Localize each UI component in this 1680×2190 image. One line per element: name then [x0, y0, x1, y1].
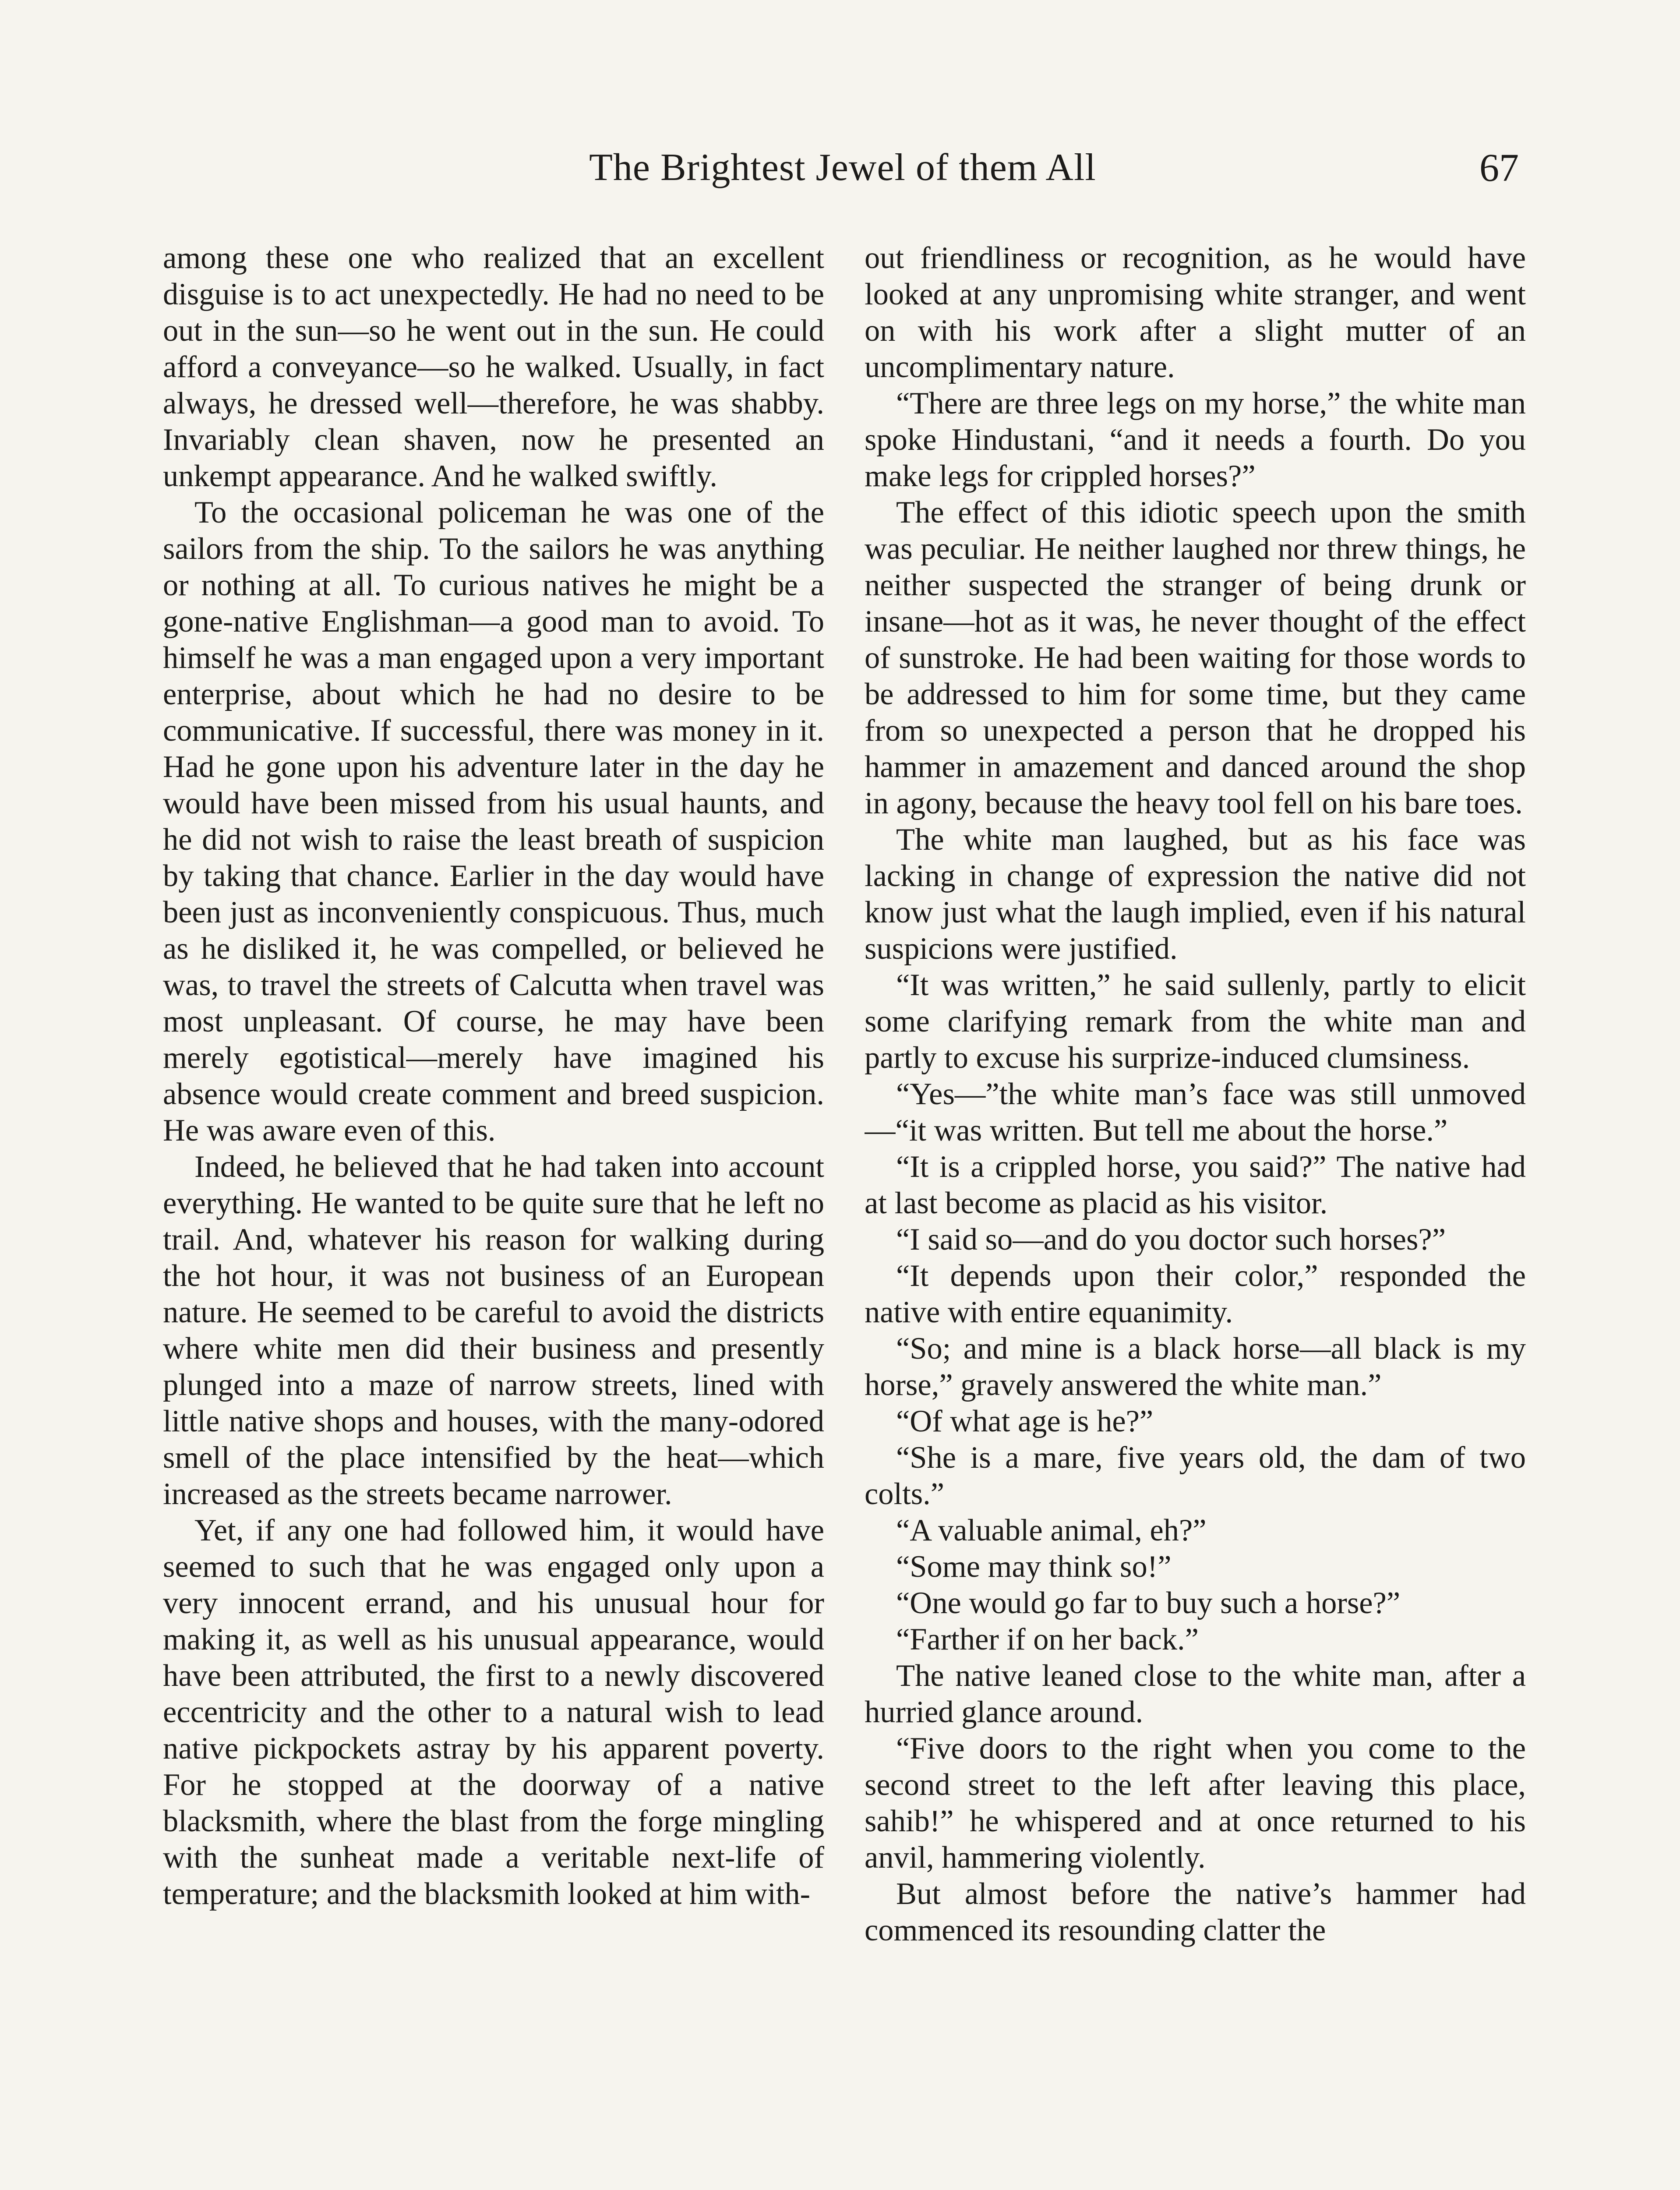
paragraph: “There are three legs on my horse,” the white man spoke Hindustani, “and it needs a fourth. Do you make legs for crippled horses?”: [865, 386, 1526, 493]
paragraph: “Some may think so!”: [896, 1550, 1172, 1584]
paragraph: out friendliness or recognition, as he would have looked at any unpromising white stranger, and went on with his work after a slight mutter of an uncomplimentary nature.: [865, 241, 1526, 384]
paragraph: “It is a crippled horse, you said?” The native had at last become as placid as his visitor.: [865, 1150, 1526, 1220]
page-number: 67: [1479, 146, 1519, 190]
paragraph: The native leaned close to the white man, after a hurried glance around.: [865, 1659, 1526, 1729]
paragraph: “A valuable animal, eh?”: [896, 1513, 1207, 1547]
paragraph: The white man laughed, but as his face was lacking in change of expression the native did not know just what the laugh implied, even if his natural suspicions were justified.: [865, 823, 1526, 966]
paragraph: “She is a mare, five years old, the dam of two colts.”: [865, 1441, 1526, 1511]
paragraph: “It was written,” he said sullenly, partly to elicit some clarifying remark from the white man and partly to excuse his surprize-induced clumsiness.: [865, 968, 1526, 1075]
left-column: [163, 240, 824, 2190]
paragraph: Indeed, he believed that he had taken into account everything. He wanted to be quite sure that he left no trail. And, whatever his reason for walking during the hot hour, it was not business of an European nature. He seemed to be careful to avoid the districts where white men did their business and presently plunged into a maze of narrow streets, lined with little native shops and houses, with the many-odored smell of the place intensified by the heat—which increased as the streets became narrower.: [163, 1150, 824, 1511]
paragraph: “So; and mine is a black horse—all black is my horse,” gravely answered the white man.”: [865, 1332, 1526, 1402]
paragraph: “Farther if on her back.”: [896, 1622, 1199, 1657]
paragraph: The effect of this idiotic speech upon the smith was peculiar. He neither laughed nor threw things, he neither suspected the stranger of being drunk or insane—hot as it was, he never thought of the effect of sunstroke. He had been waiting for those words to be addressed to him for some time, but they came from so unexpected a person that he dropped his hammer in amazement and danced around the shop in agony, because the heavy tool fell on his bare toes.: [865, 495, 1526, 820]
paragraph: “It depends upon their color,” responded the native with entire equanimity.: [865, 1259, 1526, 1329]
paragraph: “Yes—”the white man’s face was still unmoved—“it was written. But tell me about the horse.”: [865, 1077, 1526, 1148]
paragraph: Yet, if any one had followed him, it would have seemed to such that he was engaged only upon a very innocent errand, and his unusual hour for making it, as well as his unusual appearance, would have been attributed, the first to a newly discovered eccentricity and the other to a natural wish to lead native pickpockets astray by his apparent poverty. For he stopped at the doorway of a native blacksmith, where the blast from the forge mingling with the sunheat made a veritable next-life of temperature; and the blacksmith looked at him with-: [163, 1513, 824, 1911]
paragraph: “Five doors to the right when you come to the second street to the left after leaving this place, sahib!” he whispered and at once returned to his anvil, hammering violently.: [865, 1731, 1526, 1875]
right-column: [865, 240, 1526, 2190]
paragraph: among these one who realized that an excellent disguise is to act unexpectedly. He had no need to be out in the sun—so he went out in the sun. He could afford a conveyance—so he walked. Usually, in fact always, he dressed well—therefore, he was shabby. Invariably clean shaven, now he presented an unkempt appearance. And he walked swiftly.: [163, 241, 824, 493]
paragraph: “Of what age is he?”: [896, 1404, 1154, 1438]
page-header: [166, 145, 1519, 211]
paragraph: “One would go far to buy such a horse?”: [896, 1586, 1401, 1620]
running-title: The Brightest Jewel of them All: [589, 146, 1096, 189]
paragraph: But almost before the native’s hammer had commenced its resounding clatter the: [865, 1877, 1526, 1947]
paragraph: “I said so—and do you doctor such horses?”: [896, 1222, 1446, 1257]
paragraph: To the occasional policeman he was one of the sailors from the ship. To the sailors he was anything or nothing at all. To curious natives he might be a gone-native Englishman—a good man to avoid. To himself he was a man engaged upon a very important enterprise, about which he had no desire to be communicative. If successful, there was money in it. Had he gone upon his adventure later in the day he would have been missed from his usual haunts, and he did not wish to raise the least breath of suspicion by taking that chance. Earlier in the day would have been just as inconveniently conspicuous. Thus, much as he disliked it, he was compelled, or believed he was, to travel the streets of Calcutta when travel was most unpleasant. Of course, he may have been merely egotistical—merely have imagined his absence would create comment and breed suspicion. He was aware even of this.: [163, 495, 824, 1148]
